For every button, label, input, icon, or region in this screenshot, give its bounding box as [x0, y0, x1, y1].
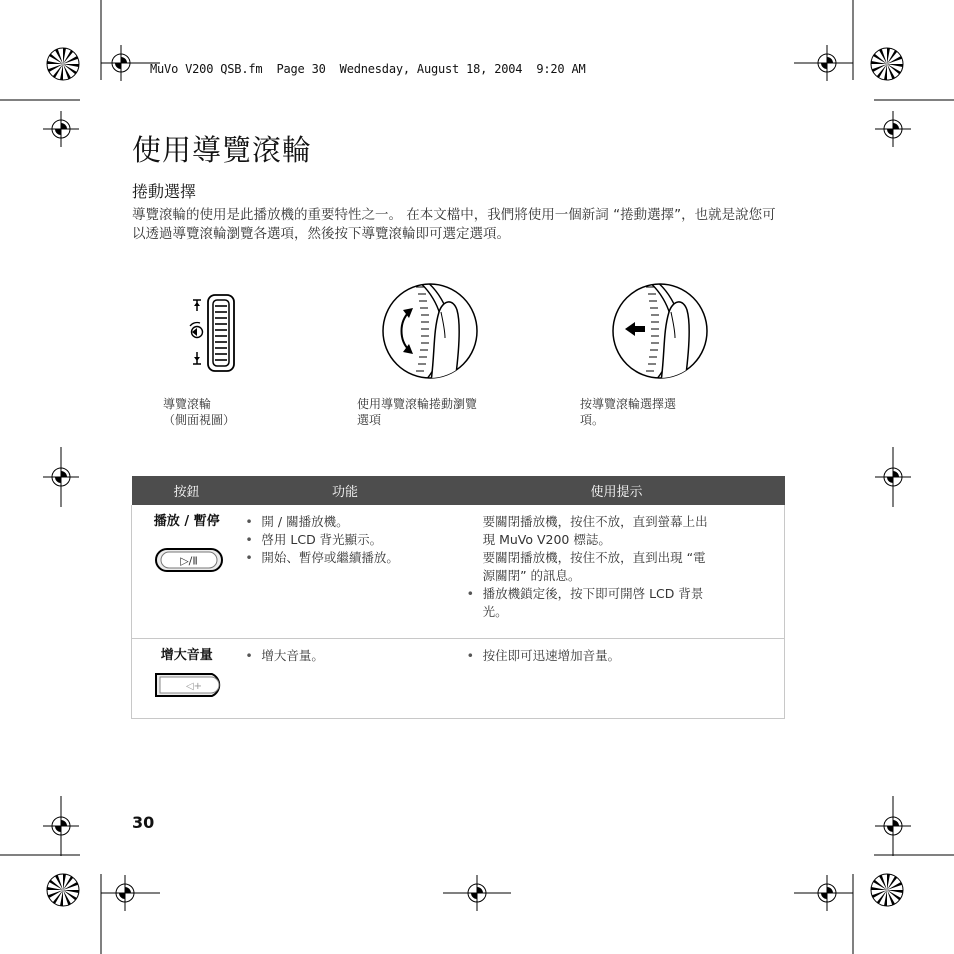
column-header: 功能 [241, 476, 448, 505]
column-header: 按鈕 [132, 476, 242, 505]
registration-mark-icon [459, 875, 495, 911]
registration-mark-icon [43, 459, 79, 495]
registration-mark-icon [875, 808, 911, 844]
list-item: • 播放機鎖定後，按下即可開啓 LCD 背景 光。 [463, 585, 763, 621]
registration-mark-icon [43, 111, 79, 147]
list-item: • 開始、暫停或繼續播放。 [241, 549, 448, 567]
function-list [241, 647, 448, 665]
registration-mark-icon [103, 45, 139, 81]
registration-mark-icon [875, 459, 911, 495]
section-heading: 捲動選擇 [132, 182, 197, 201]
page-title: 使用導覽滾輪 [132, 133, 313, 167]
print-slug: MuVo V200 QSB.fm Page 30 Wednesday, August 18, 2004 9:20 AM [150, 62, 586, 76]
tips-list [463, 647, 784, 665]
registration-mark-icon [43, 808, 79, 844]
table-header-row [132, 476, 785, 505]
table-row [132, 505, 785, 638]
figure-caption: 按導覽滾輪選擇選 項。 [580, 397, 677, 427]
function-list [241, 513, 448, 567]
play-pause-button-icon [154, 547, 224, 573]
button-name: 增大音量 [160, 647, 213, 663]
figure-caption: 導覽滾輪 （側面視圖） [163, 397, 236, 427]
registration-mark-icon [107, 875, 143, 911]
starburst-target-icon [46, 873, 80, 907]
starburst-target-icon [870, 873, 904, 907]
table-row [132, 638, 785, 718]
button-function-table [131, 476, 785, 719]
list-item: 要關閉播放機，按住不放，直到出現 “電 源關閉” 的訊息。 [482, 550, 706, 583]
starburst-target-icon [46, 47, 80, 81]
figure-caption: 使用導覽滾輪捲動瀏覽 選項 [357, 397, 478, 427]
svg-text:▷/Ⅱ: ▷/Ⅱ [180, 554, 198, 568]
page-number: 30 [132, 813, 155, 832]
tips-list [463, 513, 763, 621]
column-header: 使用提示 [449, 476, 785, 505]
registration-mark-icon [809, 875, 845, 911]
list-item: • 開 / 關播放機。 [241, 513, 448, 531]
registration-mark-icon [809, 45, 845, 81]
list-item: • 按住即可迅速增加音量。 [463, 647, 784, 665]
list-item: 要關閉播放機，按住不放，直到螢幕上出 現 MuVo V200 標誌。 [482, 514, 708, 547]
wheel-press-gesture-icon [611, 282, 709, 380]
list-item: • 啓用 LCD 背光顯示。 [241, 531, 448, 549]
svg-text:◁+: ◁+ [185, 680, 203, 692]
volume-up-button-icon [154, 671, 228, 699]
registration-mark-icon [875, 111, 911, 147]
wheel-scroll-gesture-icon [381, 282, 479, 380]
starburst-target-icon [870, 47, 904, 81]
scroll-wheel-side-view-icon [186, 292, 248, 374]
button-name: 播放 / 暫停 [153, 514, 220, 529]
intro-paragraph: 導覽滾輪的使用是此播放機的重要特性之一。 在本文檔中，我們將使用一個新詞 “捲動選擇”，也就是說您可以透過導覽滾輪瀏覽各選項，然後按下導覽滾輪即可選定選項。 [132, 207, 776, 242]
list-item: • 增大音量。 [241, 647, 448, 665]
